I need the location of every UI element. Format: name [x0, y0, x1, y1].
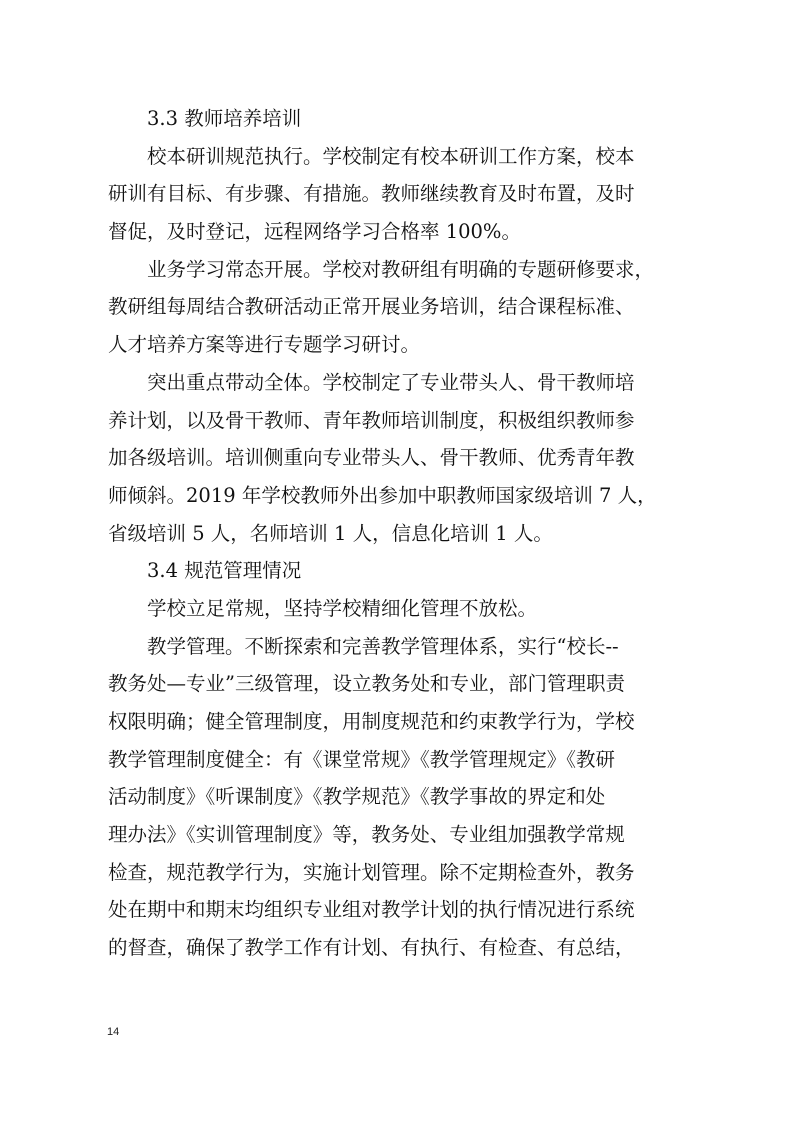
paragraph-line: 活动制度》《听课制度》《教学规范》《教学事故的界定和处: [108, 785, 606, 809]
paragraph-line: 人才培养方案等进行专题学习研讨。: [108, 333, 421, 357]
paragraph-line: 理办法》《实训管理制度》等，教务处、专业组加强教学常规: [108, 823, 625, 847]
paragraph-line: 权限明确；健全管理制度，用制度规范和约束教学行为，学校: [108, 710, 635, 733]
document-body: [108, 100, 690, 967]
paragraph-line: 省级培训 5 人，名师培训 1 人，信息化培训 1 人。: [108, 521, 553, 545]
paragraph-line: 教务处—专业”三级管理，设立教务处和专业，部门管理职责: [108, 672, 625, 696]
paragraph-line: 教学管理。不断探索和完善教学管理体系，实行“校长--: [147, 634, 619, 658]
paragraph-line: 学校立足常规，坚持学校精细化管理不放松。: [147, 596, 538, 620]
paragraph-line: 研训有目标、有步骤、有措施。教师继续教育及时布置，及时: [108, 182, 635, 206]
paragraph-line: 教研组每周结合教研活动正常开展业务培训，结合课程标准、: [108, 295, 635, 319]
paragraph-line: 突出重点带动全体。学校制定了专业带头人、骨干教师培: [147, 370, 635, 394]
paragraph-line: 督促，及时登记，远程网络学习合格率 100%。: [108, 220, 521, 244]
paragraph-line: 养计划，以及骨干教师、青年教师培训制度，积极组织教师参: [108, 408, 635, 432]
paragraph-line: 业务学习常态开展。学校对教研组有明确的专题研修要求，: [147, 257, 655, 281]
paragraph-line: 的督查，确保了教学工作有计划、有执行、有检查、有总结，: [108, 936, 635, 960]
paragraph-line: 检查，规范教学行为，实施计划管理。除不定期检查外，教务: [108, 860, 635, 884]
section-heading-3-4: 3.4 规范管理情况: [147, 559, 302, 583]
page-number: 14: [107, 1026, 120, 1038]
paragraph-line: 加各级培训。培训侧重向专业带头人、骨干教师、优秀青年教: [108, 446, 635, 470]
section-heading-3-3: 3.3 教师培养培训: [147, 107, 302, 130]
paragraph-line: 校本研训规范执行。学校制定有校本研训工作方案，校本: [147, 144, 635, 168]
paragraph-line: 师倾斜。2019 年学校教师外出参加中职教师国家级培训 7 人，: [108, 483, 657, 507]
paragraph-line: 教学管理制度健全：有《课堂常规》《教学管理规定》《教研: [108, 747, 616, 771]
paragraph-line: 处在期中和期末均组织专业组对教学计划的执行情况进行系统: [108, 898, 635, 922]
